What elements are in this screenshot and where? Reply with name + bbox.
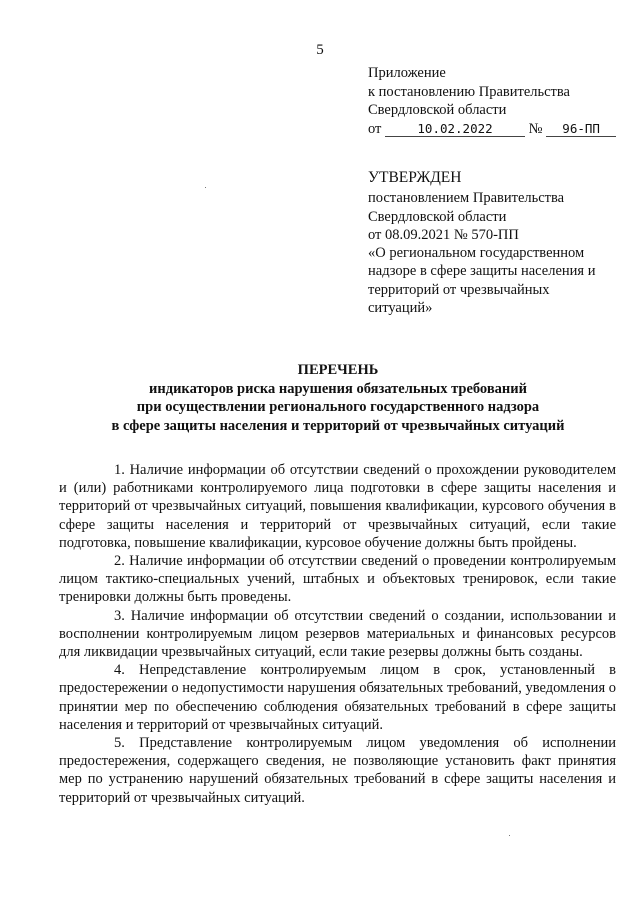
list-item: 4. Непредставление контролируемым лицом в срок, установленный в предостережении о недопустимости нарушения обязательных требований, уведомления о принятии мер по обеспечению соблюдения обязательных требований в сфере защиты населения и территорий от чрезвычайных ситуаций.: [59, 662, 616, 733]
appendix-line-1: Приложение: [368, 65, 446, 81]
scan-speck: [509, 835, 510, 836]
list-item: 3. Наличие информации об отсутствии сведений о создании, использовании и восполнении контролируемым лицом резервов материальных и финансовых ресурсов для ликвидации чрезвычайных ситуаций, если такие резервы должны быть созданы.: [59, 607, 616, 661]
appendix-block: [368, 64, 628, 138]
approved-block: [368, 169, 630, 317]
date-prefix: от: [368, 120, 382, 137]
appendix-date-line: [368, 120, 628, 139]
approved-line: постановлением Правительства: [368, 190, 565, 207]
approved-line: территорий от чрезвычайных: [368, 281, 550, 298]
approved-heading: УТВЕРЖДЕН: [368, 169, 462, 186]
number-value: 96-ПП: [546, 122, 616, 137]
scan-speck: [205, 187, 206, 188]
title-heading: ПЕРЕЧЕНЬ: [297, 362, 379, 378]
approved-line: от 08.09.2021 № 570-ПП: [368, 226, 519, 243]
approved-line: ситуаций»: [368, 300, 433, 317]
document-title: [60, 361, 616, 435]
approved-line: Свердловской области: [368, 208, 507, 225]
title-line: индикаторов риска нарушения обязательных требований: [149, 380, 527, 397]
list-item: 1. Наличие информации об отсутствии сведений о прохождении руководителем и (или) работниками контролируемого лица подготовки в сфере защиты населения и территорий от чрезвычайных ситуаций, повышения квалификации, курсового обучения в сфере защиты населения и территорий от чрезвычайных ситуаций, если такие подготовка, повышение квалификации, курсовое обучение должны быть пройдены.: [59, 462, 616, 551]
page-number: 5: [316, 42, 324, 58]
title-line: при осуществлении регионального государственного надзора: [136, 399, 540, 415]
title-line: в сфере защиты населения и территорий от чрезвычайных ситуаций: [111, 417, 565, 434]
list-item: 5. Представление контролируемым лицом уведомления об исполнении предостережения, содержащего сведения, не позволяющие установить факт принятия мер по устранению нарушений обязательных требований в сфере защиты населения и территорий от чрезвычайных ситуаций.: [59, 735, 616, 806]
appendix-line-2: к постановлению Правительства: [368, 83, 570, 100]
list-item: 2. Наличие информации об отсутствии сведений о проведении контролируемым лицом тактико-специальных учений, штабных и объектовых тренировок, если такие тренировки должны быть проведены.: [59, 553, 616, 606]
number-prefix: №: [528, 120, 543, 137]
date-value: 10.02.2022: [385, 122, 525, 137]
approved-line: «О региональном государственном: [368, 245, 585, 262]
appendix-line-3: Свердловской области: [368, 102, 507, 118]
approved-line: надзоре в сфере защиты населения и: [368, 263, 596, 280]
indicator-list: [59, 461, 616, 807]
